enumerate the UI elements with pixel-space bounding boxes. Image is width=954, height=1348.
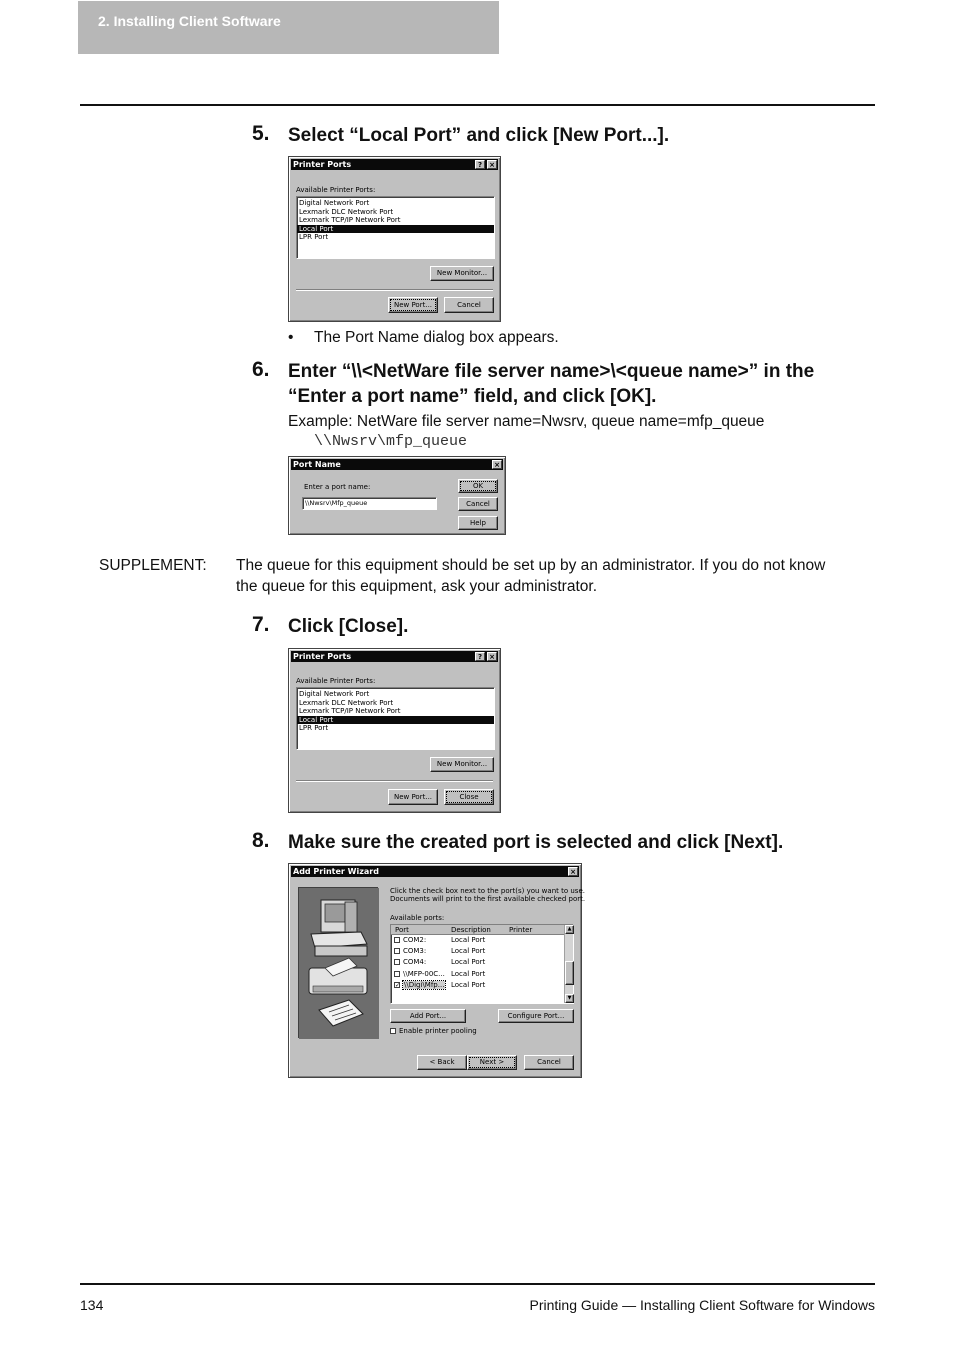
- help-icon[interactable]: ?: [475, 652, 485, 661]
- step-6-title-line2: “Enter a port name” field, and click [OK].: [288, 386, 657, 407]
- list-item[interactable]: LPR Port: [299, 724, 329, 733]
- step-6-number: 6.: [252, 358, 270, 381]
- new-port-button[interactable]: New Port...: [388, 297, 438, 313]
- list-item[interactable]: Lexmark DLC Network Port: [299, 698, 394, 707]
- port-description: Local Port: [451, 947, 486, 956]
- list-item[interactable]: Lexmark TCP/IP Network Port: [299, 707, 401, 716]
- port-name-prompt: Enter a port name:: [304, 483, 371, 491]
- checkbox-checked[interactable]: ✓: [395, 981, 401, 989]
- supplement-line2: the queue for this equipment, ask your administrator.: [236, 578, 598, 595]
- help-button[interactable]: Help: [458, 516, 498, 530]
- page-number: 134: [80, 1297, 104, 1313]
- ports-grid-header: [391, 925, 573, 935]
- available-ports-label: Available Printer Ports:: [296, 677, 376, 685]
- dialog-title-bar: [291, 866, 579, 877]
- top-rule: [80, 104, 875, 106]
- table-row[interactable]: [391, 969, 573, 980]
- close-icon[interactable]: ×: [492, 460, 502, 469]
- new-monitor-button[interactable]: New Monitor...: [430, 757, 494, 772]
- step-5-title: Select “Local Port” and click [New Port...].: [288, 125, 670, 146]
- printer-ports-dialog: [288, 156, 501, 322]
- section-header-tab: [78, 1, 499, 54]
- printer-computer-illustration-icon: [299, 888, 379, 1039]
- wizard-illustration: [298, 887, 378, 1038]
- cancel-button[interactable]: Cancel: [458, 497, 498, 511]
- printer-pooling-label: Enable printer pooling: [399, 1027, 477, 1035]
- step-8-title: Make sure the created port is selected and click [Next].: [288, 832, 784, 853]
- list-item[interactable]: Digital Network Port: [299, 690, 370, 698]
- port-description: Local Port: [451, 980, 486, 989]
- bullet-dot: •: [288, 329, 294, 346]
- list-item[interactable]: LPR Port: [299, 233, 329, 242]
- new-monitor-button[interactable]: New Monitor...: [430, 266, 494, 281]
- footer-title: Printing Guide — Installing Client Software for Windows: [529, 1297, 875, 1313]
- list-item-selected[interactable]: Local Port: [297, 225, 494, 234]
- printer-ports-dialog-close: [288, 648, 501, 813]
- list-item[interactable]: Digital Network Port: [299, 199, 370, 207]
- step-5-note: The Port Name dialog box appears.: [314, 329, 559, 346]
- vertical-scrollbar[interactable]: [564, 925, 573, 1003]
- table-row-selected[interactable]: [391, 980, 573, 991]
- checkbox[interactable]: [394, 937, 400, 943]
- port-name: COM3:: [403, 947, 427, 956]
- available-ports-label: Available Printer Ports:: [296, 186, 376, 194]
- add-printer-wizard-dialog: [288, 863, 586, 1078]
- back-button[interactable]: < Back: [417, 1055, 467, 1070]
- separator: [296, 289, 493, 291]
- table-row[interactable]: [391, 946, 573, 957]
- table-row[interactable]: [391, 957, 573, 968]
- port-name: \\Digi\Mfp...: [404, 980, 445, 989]
- list-item[interactable]: Lexmark DLC Network Port: [299, 207, 394, 216]
- ports-listbox[interactable]: [296, 687, 495, 750]
- supplement-line1: The queue for this equipment should be set up by an administrator. If you do not know: [236, 557, 826, 574]
- port-name: COM2:: [403, 936, 427, 944]
- dialog-title: Printer Ports: [293, 160, 352, 169]
- ok-button[interactable]: OK: [458, 479, 498, 493]
- dialog-title-bar: [291, 459, 503, 470]
- dialog-title-bar: [291, 159, 498, 170]
- column-header-printer[interactable]: Printer: [509, 926, 533, 934]
- step-6-title-line1: Enter “\\<NetWare file server name>\<queue name>” in the: [288, 361, 815, 382]
- port-description: Local Port: [451, 958, 486, 967]
- section-title: 2. Installing Client Software: [98, 13, 281, 29]
- configure-port-button[interactable]: Configure Port...: [498, 1009, 574, 1023]
- close-icon[interactable]: ×: [487, 160, 497, 169]
- list-item[interactable]: Lexmark TCP/IP Network Port: [299, 216, 401, 225]
- available-ports-label: Available ports:: [390, 914, 445, 922]
- dialog-title-bar: [291, 651, 498, 662]
- new-port-button[interactable]: New Port...: [388, 789, 438, 805]
- list-item-selected[interactable]: Local Port: [297, 716, 494, 725]
- wizard-instructions-line1: Click the check box next to the port(s) you want to use.: [390, 887, 585, 895]
- column-header-port[interactable]: Port: [395, 926, 409, 934]
- next-button[interactable]: Next >: [467, 1055, 517, 1070]
- printer-pooling-option[interactable]: [390, 1027, 477, 1035]
- cancel-button[interactable]: Cancel: [524, 1055, 574, 1070]
- close-icon[interactable]: ×: [568, 867, 578, 876]
- port-name: COM4:: [403, 958, 427, 967]
- checkbox[interactable]: [390, 1028, 396, 1034]
- step-5-number: 5.: [252, 122, 270, 145]
- step-7-number: 7.: [252, 613, 270, 636]
- port-name-dialog: [288, 456, 506, 535]
- cancel-button[interactable]: Cancel: [444, 297, 494, 313]
- dialog-title: Printer Ports: [293, 652, 352, 661]
- port-name-input[interactable]: \\Nwsrv\Mfp_queue: [302, 497, 437, 510]
- wizard-instructions-line2: Documents will print to the first available checked port.: [390, 895, 586, 903]
- scroll-thumb[interactable]: [565, 961, 574, 985]
- close-button[interactable]: Close: [444, 789, 494, 805]
- dialog-title: Port Name: [293, 460, 341, 469]
- bottom-rule: [80, 1283, 875, 1285]
- scroll-up-icon[interactable]: ▲: [565, 925, 574, 934]
- scroll-down-icon[interactable]: ▼: [565, 994, 574, 1003]
- add-port-button[interactable]: Add Port...: [390, 1009, 466, 1023]
- checkbox[interactable]: [394, 948, 400, 954]
- ports-listbox[interactable]: [296, 196, 495, 259]
- step-8-number: 8.: [252, 829, 270, 852]
- help-icon[interactable]: ?: [475, 160, 485, 169]
- step-6-example: Example: NetWare file server name=Nwsrv, queue name=mfp_queue: [288, 413, 765, 430]
- close-icon[interactable]: ×: [487, 652, 497, 661]
- step-6-code: \\Nwsrv\mfp_queue: [314, 433, 468, 450]
- checkbox[interactable]: [394, 971, 400, 977]
- separator: [296, 780, 493, 782]
- port-description: Local Port: [451, 969, 486, 978]
- port-description: Local Port: [451, 936, 486, 944]
- port-name: \\MFP-00C...: [403, 969, 445, 978]
- dialog-title: Add Printer Wizard: [293, 867, 379, 876]
- table-row[interactable]: [391, 935, 573, 946]
- step-7-title: Click [Close].: [288, 616, 409, 637]
- ports-grid[interactable]: [390, 924, 574, 1004]
- column-header-description[interactable]: Description: [451, 926, 491, 934]
- checkbox[interactable]: [394, 959, 400, 965]
- supplement-label: SUPPLEMENT:: [99, 557, 207, 574]
